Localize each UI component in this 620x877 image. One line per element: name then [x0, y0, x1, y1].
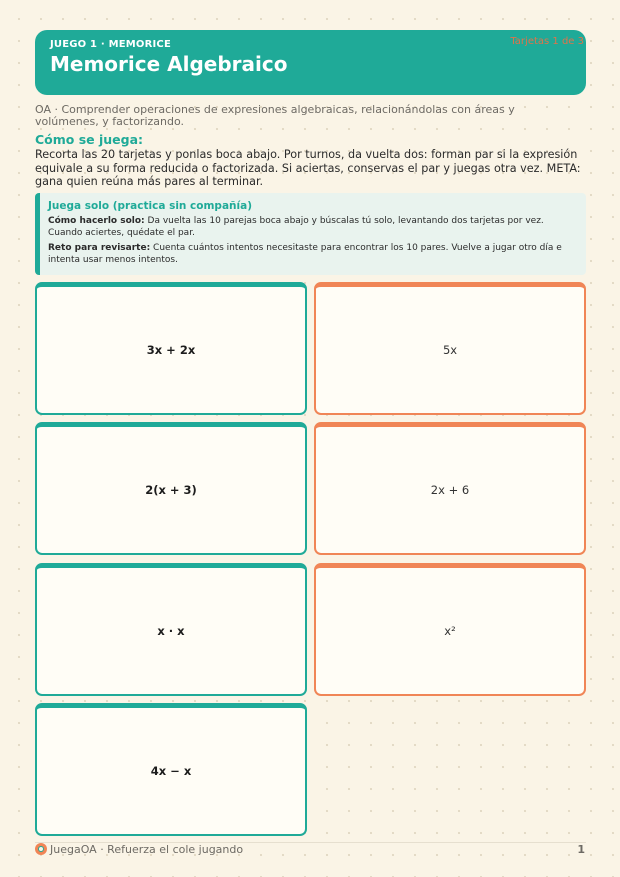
memory-card-answer: 2x + 6	[314, 422, 586, 555]
learning-objective: OA · Comprender operaciones de expresiones algebraicas, relacionándolas con áreas y volúmenes, y factorizando.	[35, 103, 515, 128]
solo-review-text: Cuenta cuántos intentos necesitaste para encontrar los 10 pares. Vuelve a jugar otro día e intenta usar menos intentos.	[48, 243, 562, 265]
juegaoa-logo-icon	[35, 843, 47, 855]
footer-brand-text: JuegaOA · Refuerza el cole jugando	[50, 843, 244, 856]
how-to-play-text: Recorta las 20 tarjetas y ponlas boca abajo. Por turnos, da vuelta dos: forman par si la expresión equivale a su forma reducida o factorizada. Si aciertas, conservas el par y juegas otra vez. META: gana quien reúna más pares al terminar.	[35, 148, 581, 188]
solo-how-label: Cómo hacerlo solo:	[48, 216, 145, 226]
solo-play-title: Juega solo (practica sin compañía)	[48, 200, 252, 212]
memory-card-expression: 2(x + 3)	[35, 422, 307, 555]
game-kicker: JUEGO 1 · MEMORICE	[50, 39, 172, 50]
solo-how-paragraph	[48, 215, 576, 239]
header-banner	[35, 30, 586, 95]
page-number: 1	[577, 843, 585, 856]
solo-review-paragraph	[48, 242, 576, 266]
memory-card-answer: x²	[314, 563, 586, 696]
solo-how-text: Da vuelta las 10 parejas boca abajo y búscalas tú solo, levantando dos tarjetas por vez. Cuando aciertes, quédate el par.	[48, 216, 544, 238]
cards-page-indicator: Tarjetas 1 de 3	[510, 36, 584, 47]
solo-review-label: Reto para revisarte:	[48, 243, 151, 253]
solo-play-box	[35, 193, 586, 275]
how-to-play-title: Cómo se juega:	[35, 132, 144, 147]
memory-card-expression: x · x	[35, 563, 307, 696]
memory-card-expression: 3x + 2x	[35, 282, 307, 415]
memory-card-answer: 5x	[314, 282, 586, 415]
page-title: Memorice Algebraico	[50, 52, 288, 76]
memory-card-expression: 4x − x	[35, 703, 307, 836]
